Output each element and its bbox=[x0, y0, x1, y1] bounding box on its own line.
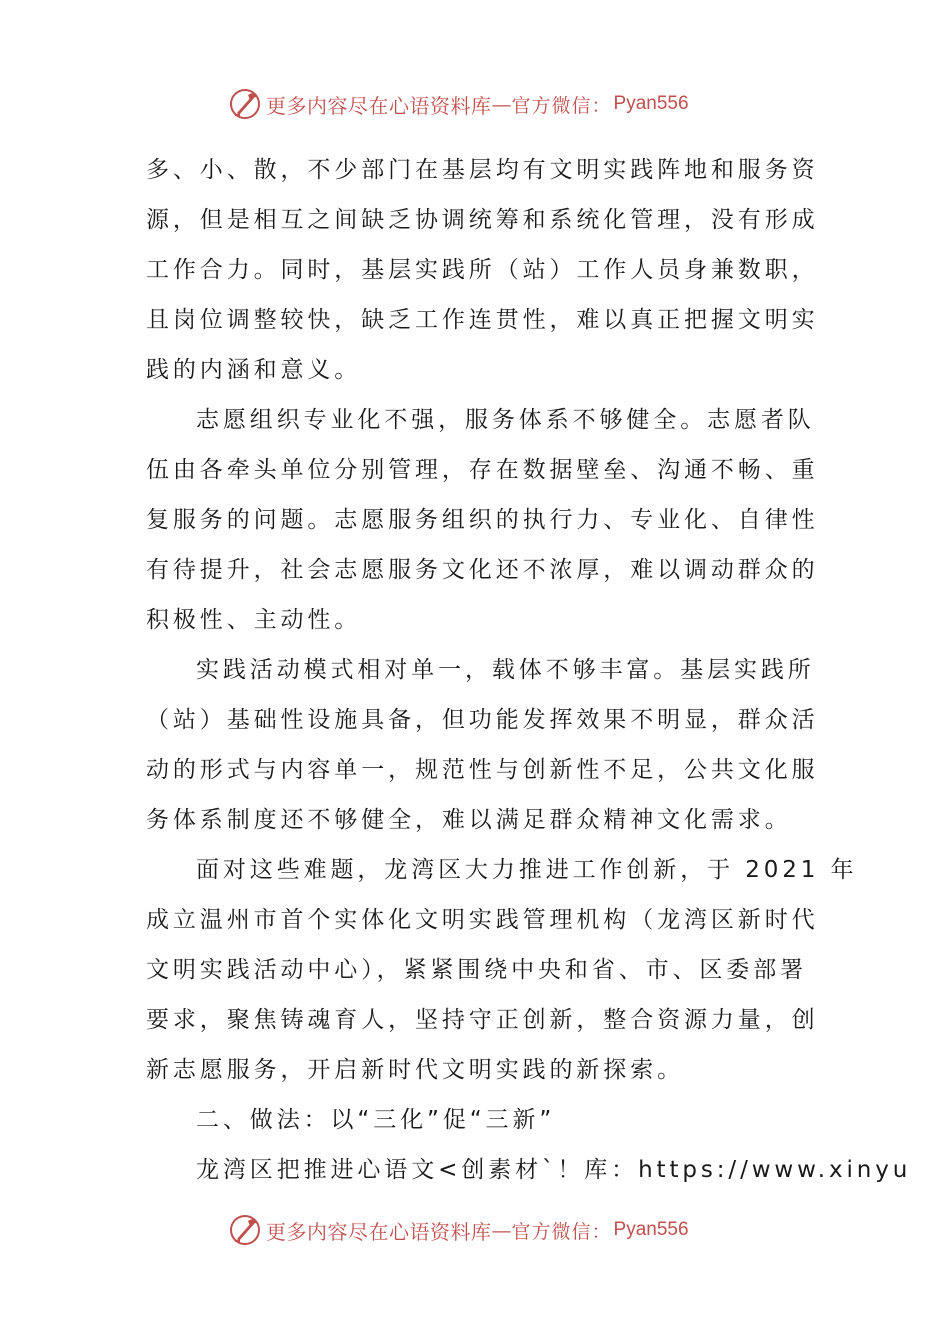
text-line: 要求，聚焦铸魂育人，坚持守正创新，整合资源力量，创 bbox=[146, 1007, 819, 1033]
paragraph-start-line: 面对这些难题，龙湾区大力推进工作创新，于 2021 年 bbox=[196, 857, 858, 883]
banner-dash: — bbox=[491, 92, 512, 116]
text-line: 成立温州市首个实体化文明实践管理机构（龙湾区新时代 bbox=[146, 907, 819, 933]
section-heading: 二、做法：以“三化”促“三新” bbox=[196, 1107, 556, 1133]
paragraph-start-line: 志愿组织专业化不强，服务体系不够健全。志愿者队 bbox=[196, 407, 815, 433]
banner-title: 更多内容尽在心语资料库 bbox=[266, 93, 492, 118]
text-line: 有待提升，社会志愿服务文化还不浓厚，难以调动群众的 bbox=[146, 557, 819, 583]
banner-title: 更多内容尽在心语资料库 bbox=[266, 1219, 492, 1244]
text-line: 务体系制度还不够健全，难以满足群众精神文化需求。 bbox=[146, 807, 792, 833]
text-line: 积极性、主动性。 bbox=[146, 607, 362, 633]
text-line: 工作合力。同时，基层实践所（站）工作人员身兼数职， bbox=[146, 257, 819, 283]
document-body bbox=[146, 145, 912, 1195]
text-line: 新志愿服务，开启新时代文明实践的新探索。 bbox=[146, 1057, 684, 1083]
banner-wechat-label: 官方微信： bbox=[511, 1220, 612, 1243]
text-line: 源，但是相互之间缺乏协调统筹和系统化管理，没有形成 bbox=[146, 207, 819, 233]
paragraph-start-line: 龙湾区把推进心语文<创素材`！库：https://www.xinyu bbox=[196, 1157, 912, 1183]
quill-logo-icon bbox=[228, 1213, 262, 1247]
text-line: 动的形式与内容单一，规范性与创新性不足，公共文化服 bbox=[146, 757, 819, 783]
banner-wechat-id: Pyan556 bbox=[613, 1219, 689, 1240]
text-line: 文明实践活动中心），紧紧围绕中央和省、市、区委部署 bbox=[146, 957, 807, 983]
text-line: 且岗位调整较快，缺乏工作连贯性，难以真正把握文明实 bbox=[146, 307, 819, 333]
quill-logo-icon bbox=[228, 87, 262, 121]
text-line: 多、小、散，不少部门在基层均有文明实践阵地和服务资 bbox=[146, 157, 819, 183]
text-line: 践的内涵和意义。 bbox=[146, 357, 362, 383]
banner-dash: — bbox=[491, 1218, 512, 1242]
banner-wechat-id: Pyan556 bbox=[613, 93, 689, 114]
paragraph-start-line: 实践活动模式相对单一，载体不够丰富。基层实践所 bbox=[196, 657, 815, 683]
header-watermark-banner bbox=[228, 84, 689, 124]
text-line: 复服务的问题。志愿服务组织的执行力、专业化、自律性 bbox=[146, 507, 819, 533]
text-line: 伍由各牵头单位分别管理，存在数据壁垒、沟通不畅、重 bbox=[146, 457, 819, 483]
text-line: （站）基础性设施具备，但功能发挥效果不明显，群众活 bbox=[146, 707, 819, 733]
banner-wechat-label: 官方微信： bbox=[511, 94, 612, 117]
footer-watermark-banner bbox=[228, 1210, 689, 1250]
